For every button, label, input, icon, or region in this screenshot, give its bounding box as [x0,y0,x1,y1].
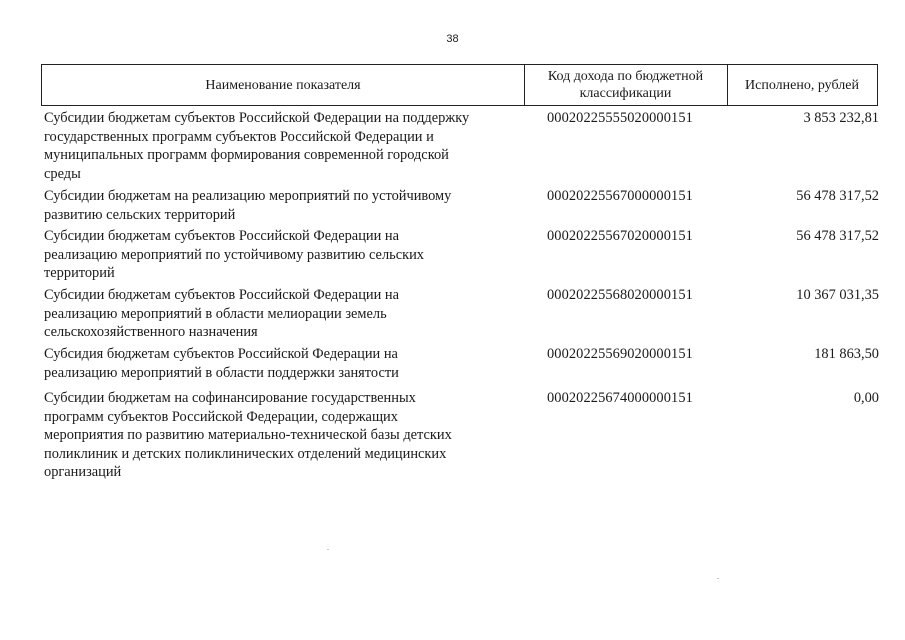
row-name-line: реализацию мероприятий по устойчивому развитию сельских [44,246,424,263]
row-name-line: Субсидии бюджетам на софинансирование государственных [44,390,416,406]
row-name [44,389,524,482]
row-name [44,345,524,382]
row-name-line: организаций [44,464,122,480]
row-name-line: Субсидии бюджетам субъектов Российской Федерации на поддержку [44,110,470,126]
row-name-line: сельскохозяйственного назначения [44,324,258,340]
row-name-line: территорий [44,265,115,281]
row-amount: 181 863,50 [814,346,879,362]
row-amount: 56 478 317,52 [796,228,879,244]
row-code: 00020225567000000151 [547,188,693,204]
row-name-line: Субсидии бюджетам субъектов Российской Федерации на [44,287,399,303]
row-name-line: Субсидии бюджетам субъектов Российской Федерации на [44,228,399,244]
scan-speck [327,549,329,550]
page-number: 38 [446,33,459,45]
header-code-line2: классификации [579,86,672,101]
header-amount: Исполнено, рублей [745,77,859,93]
row-code: 00020225568020000151 [547,287,693,303]
scan-speck [717,578,719,579]
row-name-line: развитию сельских территорий [44,206,236,223]
row-name [44,109,524,183]
row-name-line: муниципальных программ формирования современной городской [44,147,449,163]
row-name-line: мероприятия по развитию материально-технической базы детских [44,427,452,443]
header-code [524,65,727,105]
row-amount: 0,00 [853,390,879,406]
row-amount: 56 478 317,52 [796,188,879,204]
header-name: Наименование показателя [205,77,361,93]
row-name-line: государственных программ субъектов Российской Федерации и [44,128,434,145]
row-amount: 10 367 031,35 [796,287,879,303]
row-name-line: программ субъектов Российской Федерации, содержащих [44,408,398,425]
row-amount: 3 853 232,81 [803,110,879,126]
row-name-line: поликлиник и детских поликлинических отделений медицинских [44,445,447,462]
row-code: 00020225674000000151 [547,390,693,406]
row-code: 00020225569020000151 [547,346,693,362]
row-name-line: реализацию мероприятий в области мелиорации земель [44,305,387,322]
row-name [44,227,524,283]
row-name [44,286,524,342]
row-name-line: реализацию мероприятий в области поддержки занятости [44,364,399,381]
row-name-line: среды [44,165,81,182]
header-code-line1: Код дохода по бюджетной [547,69,704,84]
row-name-line: Субсидия бюджетам субъектов Российской Федерации на [44,346,398,362]
row-code: 00020225567020000151 [547,228,693,244]
row-name-line: Субсидии бюджетам на реализацию мероприятий по устойчивому [44,188,452,204]
row-name [44,187,524,224]
row-code: 00020225555020000151 [547,110,693,126]
table-header [41,64,878,106]
